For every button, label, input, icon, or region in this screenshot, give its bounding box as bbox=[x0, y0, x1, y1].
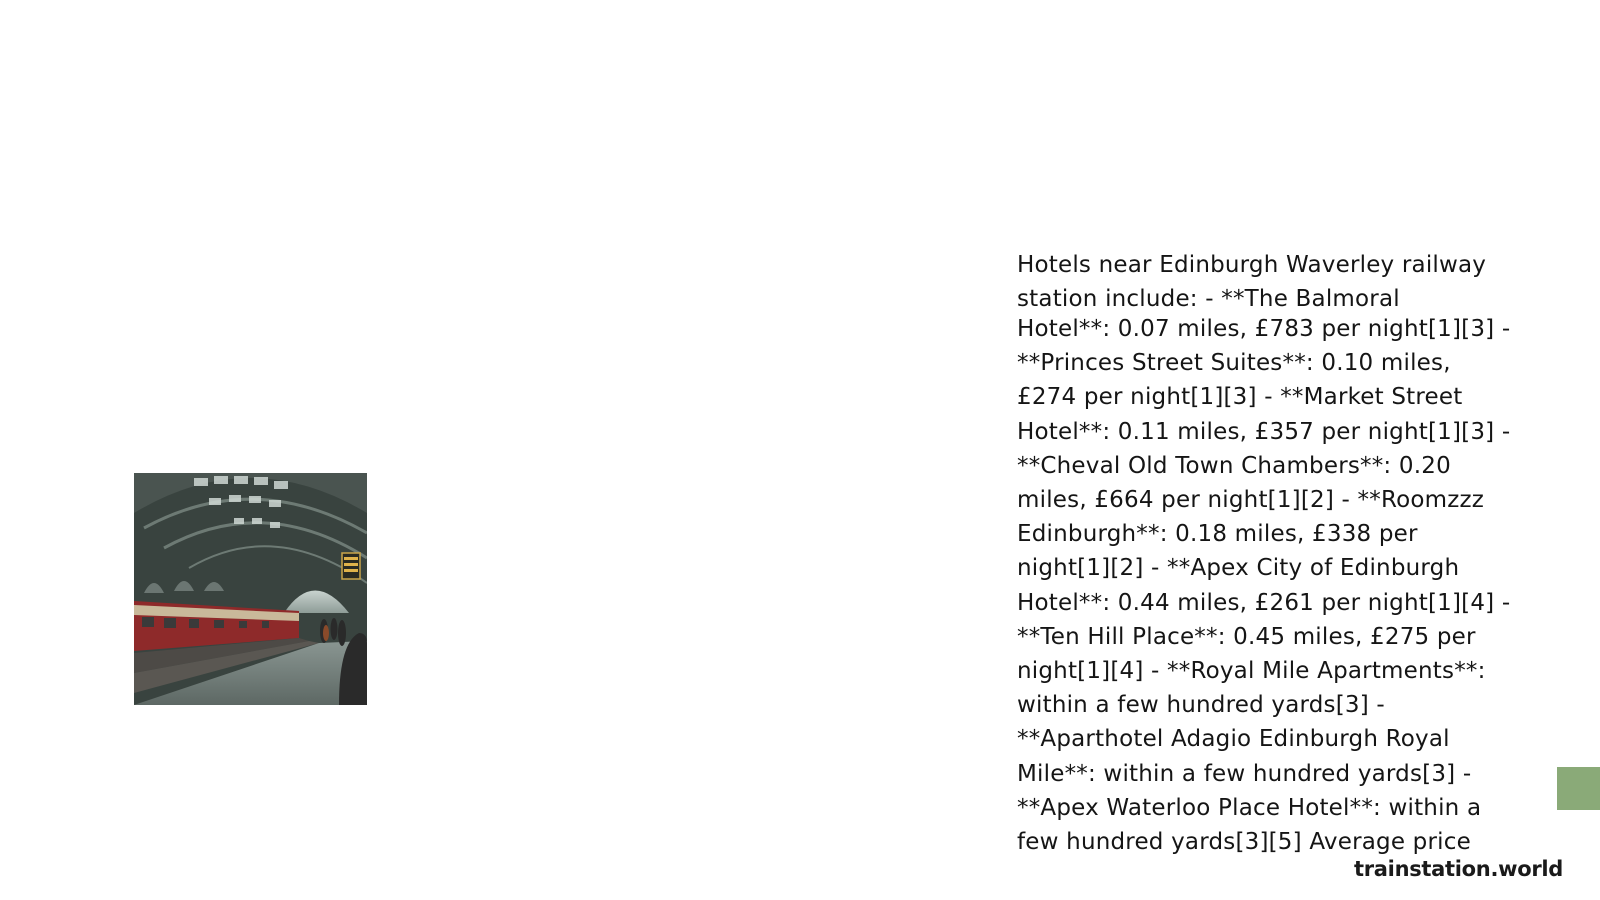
train-station-photo bbox=[134, 473, 367, 705]
hotel-list-body: Hotel**: 0.07 miles, £783 per night[1][3] - **Princes Street Suites**: 0.10 miles, £274 per night[1][3] - **Market Street Hotel**: 0.11 miles, £357 per night[1][3] - **Cheval Old Town Chambers**: 0.20 miles, £664 per night[1][2] - **Roomzzz Edinburgh**: 0.18 miles, £338 per night[1][2] - **Apex City of Edinburgh Hotel**: 0.44 miles, £261 per night[1][4] - **Ten Hill Place**: 0.45 miles, £275 per night[1][4] - **Royal Mile Apartments**: within a few hundred yards[3] - **Aparthotel Adagio Edinburgh Royal Mile**: within a few hundred yards[3] - **Apex Waterloo Place Hotel**: within a few hundred yards[3][5] Average price bbox=[1017, 316, 1511, 856]
accent-square bbox=[1557, 767, 1600, 810]
train-station-illustration bbox=[134, 473, 367, 705]
site-brand: trainstation.world bbox=[1354, 857, 1564, 881]
hotel-list-text bbox=[1017, 248, 1517, 900]
hotel-list-heading: Hotels near Edinburgh Waverley railway station include: - **The Balmoral bbox=[1017, 252, 1487, 312]
